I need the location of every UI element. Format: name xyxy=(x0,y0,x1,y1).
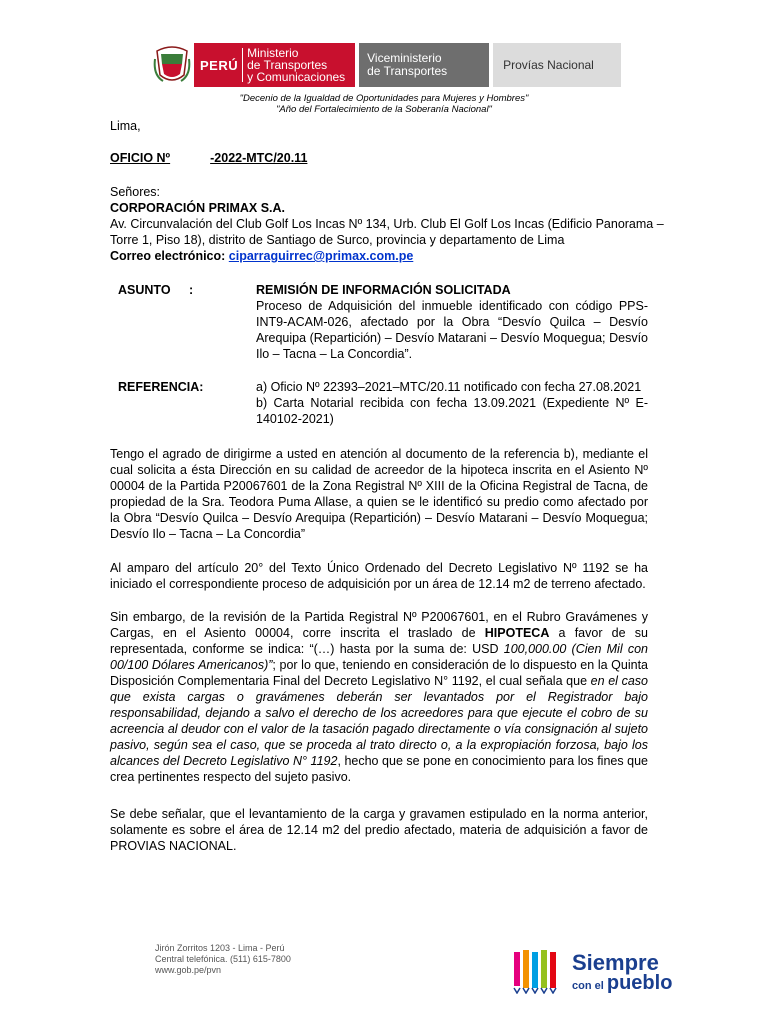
slogan-line: "Decenio de la Igualdad de Oportunidades para Mujeres y Hombres" xyxy=(239,93,529,104)
place-line: Lima, xyxy=(110,119,141,133)
viceministry-block xyxy=(359,43,489,87)
siempre-con-el-pueblo-logo xyxy=(512,948,672,999)
coat-of-arms-icon xyxy=(150,43,194,87)
slogan-line: "Año del Fortalecimiento de la Soberanía Nacional" xyxy=(276,104,492,115)
paragraph-1: Tengo el agrado de dirigirme a usted en atención al documento de la referencia b), mediante el cual solicita a ésta Dirección en su calidad de acreedor de la hipoteca inscrita en el Asiento Nº 00004 de la Partida P20067601 de la Zona Registral Nº XIII de la Oficina Registral de Tacna, de propiedad de la Sra. Teodora Puma Allase, a quien se le identificó su predio como afectado por la Obra “Desvío Quilca – Desvío Arequipa (Repartición) – Desvío Matarani – Desvío Moquegua; Desvío Ilo – Tacna – La Concordia” xyxy=(110,447,648,541)
footer-address xyxy=(155,943,291,976)
recipient-block xyxy=(110,184,664,264)
year-slogans xyxy=(0,93,768,115)
paragraph-2: Al amparo del artículo 20° del Texto Único Ordenado del Decreto Legislativo Nº 1192 se ha iniciado el correspondiente proceso de adquisición por un área de 12.14 m2 de terreno afectado. xyxy=(110,561,648,591)
paragraph-4: Se debe señalar, que el levantamiento de la carga y gravamen estipulado en la norma anterior, solamente es sobre el área de 12.14 m2 del predio afectado, materia de adquisición a favor de PROVIAS NACIONAL. xyxy=(110,807,648,853)
peru-brand-block xyxy=(194,43,355,87)
email-link[interactable]: ciparraguirrec@primax.com.pe xyxy=(228,249,414,263)
footer-address-line: Jirón Zorritos 1203 - Lima - Perú xyxy=(155,943,285,953)
oficio-line xyxy=(110,150,648,166)
address-line: Av. Circunvalación del Club Golf Los Incas Nº 134, Urb. Club El Golf Los Incas (Edificio Panorama – xyxy=(110,217,664,231)
referencia-content xyxy=(256,379,648,427)
amount-quote: 100,000.00 (Cien Mil con 00/100 Dólares Americanos)” xyxy=(110,642,648,672)
email-line xyxy=(110,248,648,264)
viceministry-line: de Transportes xyxy=(367,64,448,78)
asunto-colon: : xyxy=(189,283,194,297)
paragraph-3 xyxy=(110,609,648,785)
agency-block: Provías Nacional xyxy=(493,43,621,87)
oficio-label: OFICIO Nº xyxy=(110,151,171,165)
logo-bold-text: pueblo xyxy=(606,972,673,994)
viceministry-line: Viceministerio xyxy=(367,51,442,65)
oficio-number: -2022-MTC/20.11 xyxy=(210,151,308,165)
logo-small-text: con el xyxy=(572,980,604,992)
reference-b: b) Carta Notarial recibida con fecha 13.09.2021 (Expediente Nº E-140102-2021) xyxy=(256,396,648,426)
asunto-label: ASUNTO xyxy=(118,283,171,297)
reference-a: a) Oficio Nº 22393–2021–MTC/20.11 notificado con fecha 27.08.2021 xyxy=(256,380,642,394)
salutation: Señores: xyxy=(110,185,161,199)
ministry-line: Ministerio xyxy=(247,46,299,60)
government-header xyxy=(150,43,621,87)
logo-wordmark xyxy=(572,952,672,995)
paragraph-3-text: ; por lo que, teniendo en consideración de lo dispuesto en la Quinta Disposición Complementaria Final del Decreto Legislativo N° 1192, el cual señala que xyxy=(110,658,649,688)
legal-quote: en el caso que exista cargas o gravámenes deberán ser levantados por el Registrador bajo responsabilidad, dejando a salvo el derecho de los acreedores para que ejecute el cobro de su acreencia al deudor con el valor de la tasación pagado directamente o vía consignación al sujeto pasivo, según sea el caso, que se proceda al trato directo o, a la expropiación forzosa, bajo los alcances del Decreto Legislativo N° 1192 xyxy=(110,674,648,768)
logo-line-1: Siempre xyxy=(572,950,659,975)
ministry-name xyxy=(243,47,355,83)
asunto-body: Proceso de Adquisición del inmueble identificado con código PPS-INT9-ACAM-026, afectado por la Obra “Desvío Quilca – Desvío Arequipa (Repartición) – Desvío Matarani – Desvío Moquegua; Desvío Ilo – Tacna – La Concordia”. xyxy=(256,299,648,361)
ministry-line: de Transportes xyxy=(247,58,328,72)
logo-line-2 xyxy=(572,974,672,995)
asunto-title: REMISIÓN DE INFORMACIÓN SOLICITADA xyxy=(256,283,511,297)
footer-phone: Central telefónica. (511) 615-7800 xyxy=(155,954,291,964)
referencia-label: REFERENCIA: xyxy=(118,380,204,394)
paragraph-3-text: Sin embargo, de la revisión de la Partida Registral Nº P20067601, en el Rubro Gravámenes y Cargas, en el Asiento 00004, corre inscrita el traslado de xyxy=(110,610,648,640)
paragraph-3-text: , hecho que se pone en conocimiento para los fines que crea pertinentes respecto del sujeto pasivo. xyxy=(110,754,648,784)
pencils-icon xyxy=(512,948,564,999)
hipoteca-term: HIPOTECA xyxy=(484,626,550,640)
address-line: Torre 1, Piso 18), distrito de Santiago de Surco, provincia y departamento de Lima xyxy=(110,233,565,247)
paragraph-3-text: a favor de su representada, conforme se indica: “(…) hasta por la suma de: USD xyxy=(110,626,648,656)
company-name: CORPORACIÓN PRIMAX S.A. xyxy=(110,201,286,215)
ministry-line: y Comunicaciones xyxy=(247,70,346,84)
asunto-content xyxy=(256,282,648,362)
peru-label: PERÚ xyxy=(200,57,239,73)
footer-website: www.gob.pe/pvn xyxy=(155,965,222,975)
email-label: Correo electrónico: xyxy=(110,249,226,263)
